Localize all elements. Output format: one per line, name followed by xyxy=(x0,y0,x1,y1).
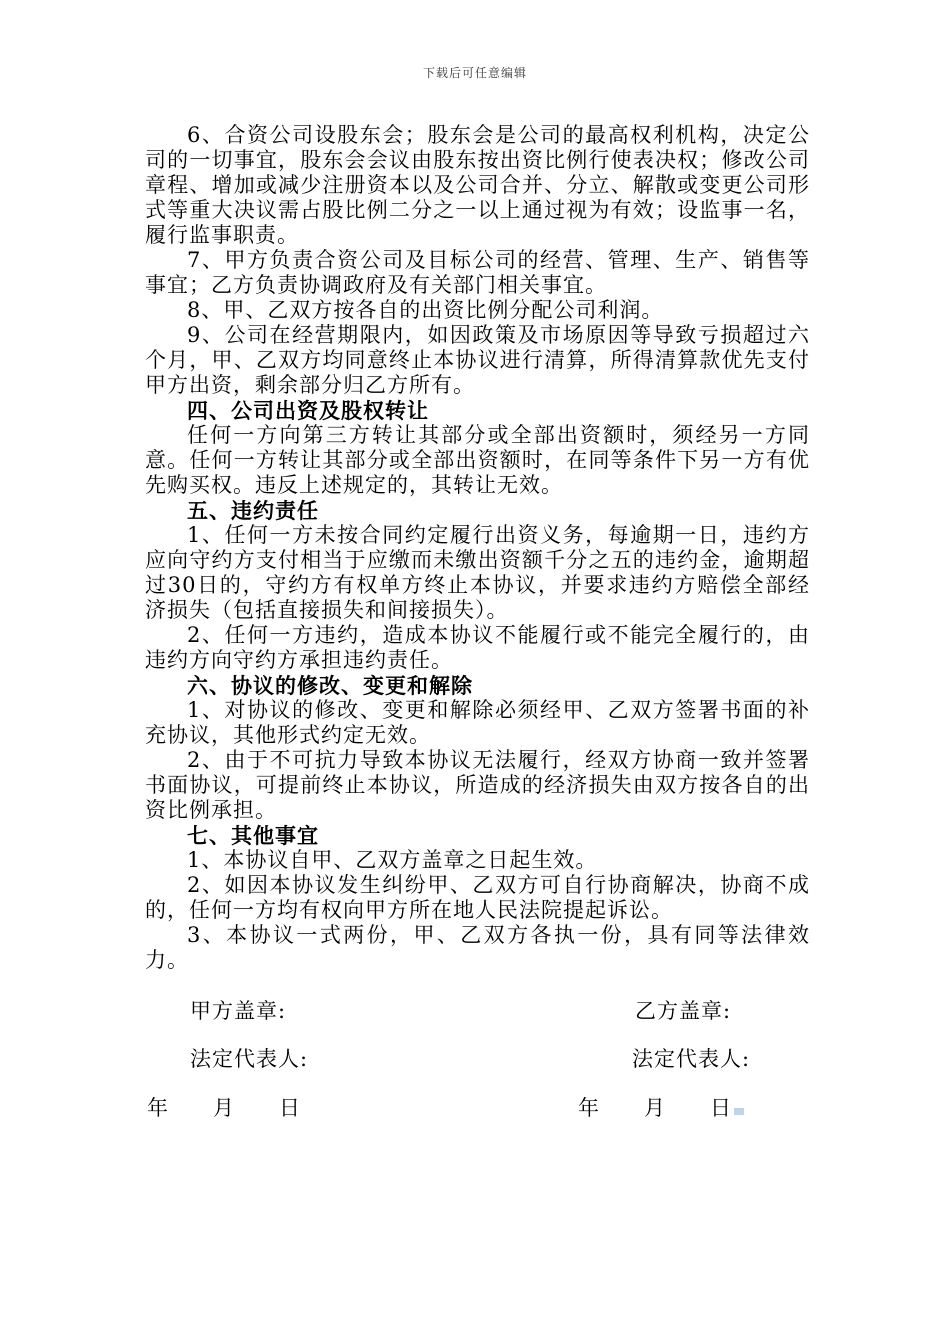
section-heading: 七、其他事宜 xyxy=(187,823,319,848)
party-a-seal-label: 甲方盖章: xyxy=(190,999,287,1023)
cursor-mark xyxy=(734,1108,744,1115)
section-heading: 六、协议的修改、变更和解除 xyxy=(187,673,473,698)
document-body xyxy=(145,123,810,973)
clause-paragraph: 2、如因本协议发生纠纷甲、乙双方可自行协商解决，协商不成的，任何一方均有权向甲方所在地人民法院提起诉讼。 xyxy=(145,873,810,922)
clause-paragraph: 2、由于不可抗力导致本协议无法履行，经双方协商一致并签署书面协议，可提前终止本协议，所造成的经济损失由双方按各自的出资比例承担。 xyxy=(145,748,810,822)
party-b-date: 年 月 日 xyxy=(578,1096,732,1120)
clause-paragraph: 1、对协议的修改、变更和解除必须经甲、乙双方签署书面的补充协议，其他形式约定无效。 xyxy=(145,698,810,747)
section-heading: 四、公司出资及股权转让 xyxy=(187,398,429,423)
clause-paragraph: 7、甲方负责合资公司及目标公司的经营、管理、生产、销售等事宜；乙方负责协调政府及有关部门相关事宜。 xyxy=(145,248,810,297)
clause-paragraph: 任何一方向第三方转让其部分或全部出资额时，须经另一方同意。任何一方转让其部分或全部出资额时，在同等条件下另一方有优先购买权。违反上述规定的，其转让无效。 xyxy=(145,423,810,497)
party-b-date-line xyxy=(578,1096,744,1121)
clause-paragraph: 1、本协议自甲、乙双方盖章之日起生效。 xyxy=(187,848,598,872)
page-header: 下载后可任意编辑 xyxy=(422,66,527,80)
clause-paragraph: 2、任何一方违约，造成本协议不能履行或不能完全履行的，由违约方向守约方承担违约责任。 xyxy=(145,623,810,672)
clause-paragraph: 8、甲、乙双方按各自的出资比例分配公司利润。 xyxy=(187,298,664,322)
clause-paragraph: 1、任何一方未按合同约定履行出资义务，每逾期一日，违约方应向守约方支付相当于应缴而未缴出资额千分之五的违约金，逾期超过30日的，守约方有权单方终止本协议，并要求违约方赔偿全部经济损失（包括直接损失和间接损失）。 xyxy=(145,523,810,622)
clause-paragraph: 9、公司在经营期限内，如因政策及市场原因等导致亏损超过六个月，甲、乙双方均同意终止本协议进行清算，所得清算款优先支付甲方出资，剩余部分归乙方所有。 xyxy=(145,323,810,397)
party-a-representative-label: 法定代表人: xyxy=(190,1047,309,1071)
section-heading: 五、违约责任 xyxy=(187,498,319,523)
clause-paragraph: 6、合资公司设股东会；股东会是公司的最高权利机构，决定公司的一切事宜，股东会会议由股东按出资比例行使表决权；修改公司章程、增加或减少注册资本以及公司合并、分立、解散或变更公司形式等重大决议需占股比例二分之一以上通过视为有效；设监事一名，履行监事职责。 xyxy=(145,123,810,247)
party-b-representative-label: 法定代表人: xyxy=(632,1047,751,1071)
party-b-seal-label: 乙方盖章: xyxy=(635,999,732,1023)
party-a-date: 年 月 日 xyxy=(147,1096,301,1120)
clause-paragraph: 3、本协议一式两份，甲、乙双方各执一份，具有同等法律效力。 xyxy=(145,923,810,972)
